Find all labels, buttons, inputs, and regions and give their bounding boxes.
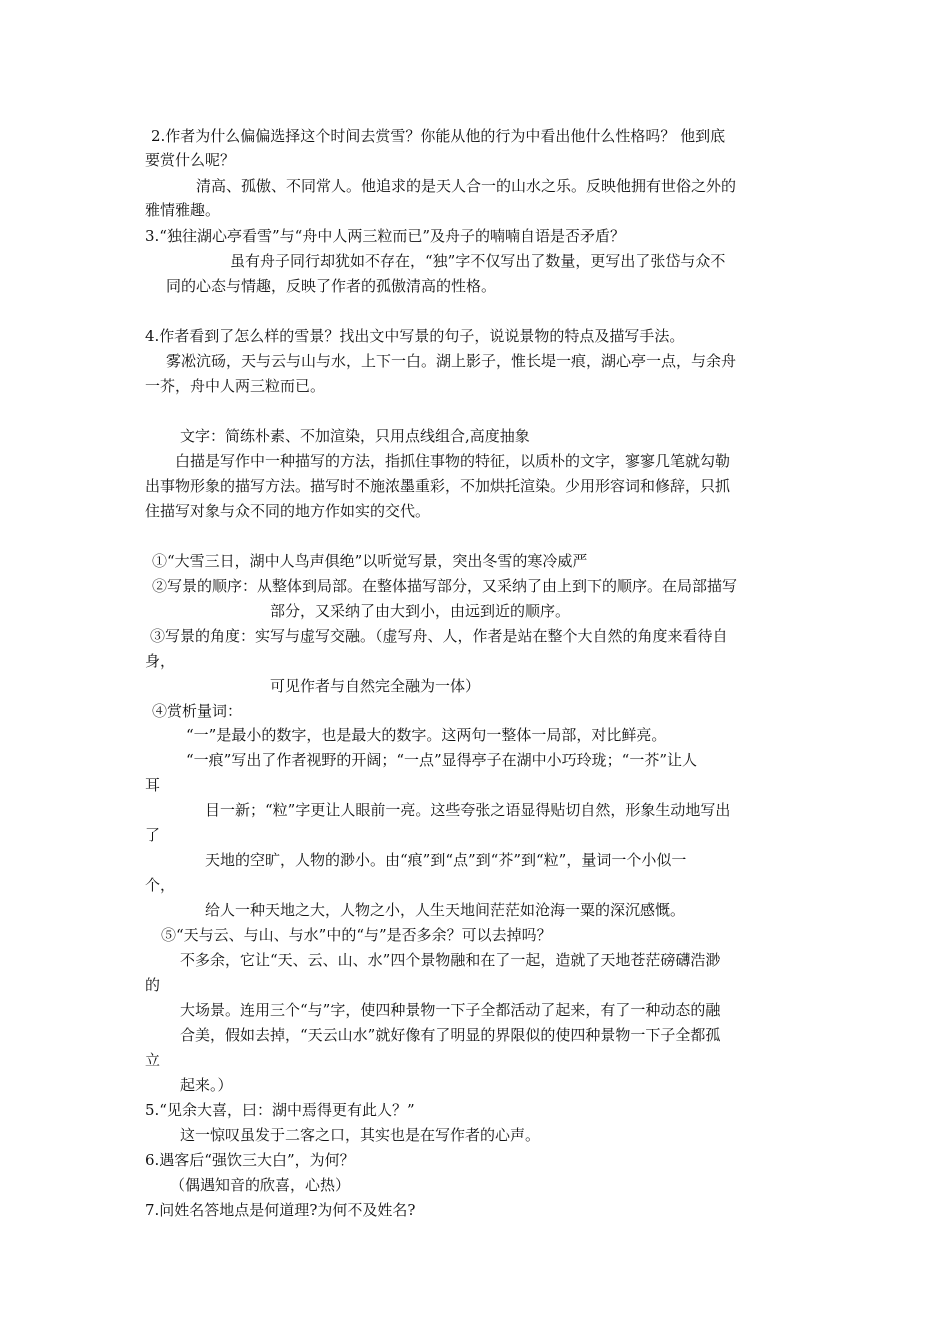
text-line: 目一新；“粒”字更让人眼前一亮。这些夸张之语显得贴切自然，形象生动地写出	[205, 801, 731, 819]
text-line: 白描是写作中一种描写的方法，指抓住事物的特征，以质朴的文字，寥寥几笔就勾勒	[175, 452, 731, 470]
text-line: “一”是最小的数字，也是最大的数字。这两句一整体一局部，对比鲜亮。	[186, 726, 667, 744]
text-line: 的	[145, 976, 161, 994]
text-line: 雅情雅趣。	[145, 201, 221, 219]
text-line: 一芥，舟中人两三粒而已。	[145, 377, 326, 395]
text-line: 耳	[145, 776, 161, 794]
text-line: 5.“见余大喜，曰：湖中焉得更有此人？”	[145, 1101, 415, 1119]
text-line: 这一惊叹虽发于二客之口，其实也是在写作者的心声。	[180, 1126, 541, 1144]
text-line: 大场景。连用三个“与”字，使四种景物一下子全都活动了起来，有了一种动态的融	[180, 1001, 721, 1019]
text-line: 同的心态与情趣，反映了作者的孤傲清高的性格。	[166, 277, 497, 295]
text-line: 6.遇客后“强饮三大白”，为何？	[145, 1151, 355, 1169]
text-line: ②写景的顺序：从整体到局部。在整体描写部分，又采纳了由上到下的顺序。在局部描写	[152, 577, 738, 595]
text-line: 身，	[145, 652, 176, 670]
text-line: 给人一种天地之大，人物之小，人生天地间茫茫如沧海一粟的深沉感慨。	[205, 901, 686, 919]
text-line: 部分，又采纳了由大到小，由远到近的顺序。	[270, 602, 571, 620]
text-line: 7.问姓名答地点是何道理?为何不及姓名?	[145, 1201, 416, 1219]
text-line: 出事物形象的描写方法。描写时不施浓墨重彩，不加烘托渲染。少用形容词和修辞，只抓	[145, 477, 731, 495]
text-line: 雾凇沆砀，天与云与山与水，上下一白。湖上影子，惟长堤一痕，湖心亭一点，与余舟	[166, 352, 737, 370]
text-line: 起来。）	[180, 1076, 233, 1094]
text-line: 不多余，它让“天、云、山、水”四个景物融和在了一起，造就了天地苍茫磅礴浩渺	[180, 951, 721, 969]
text-line: 要赏什么呢？	[145, 151, 236, 169]
text-line: 了	[145, 826, 161, 844]
text-line: 文字：简练朴素、不加渲染，只用点线组合,高度抽象	[180, 427, 530, 445]
text-line: 合美，假如去掉，“天云山水”就好像有了明显的界限似的使四种景物一下子全都孤	[180, 1026, 721, 1044]
text-line: 立	[145, 1051, 161, 1069]
text-line: 住描写对象与众不同的地方作如实的交代。	[145, 502, 431, 520]
text-line: “一痕”写出了作者视野的开阔；“一点”显得亭子在湖中小巧玲珑；“一芥”让人	[186, 751, 698, 769]
text-line: 可见作者与自然完全融为一体）	[270, 677, 481, 695]
text-line: 天地的空旷，人物的渺小。由“痕”到“点”到“芥”到“粒”，量词一个小似一	[205, 851, 687, 869]
text-line: ①“大雪三日，湖中人鸟声俱绝”以听觉写景，突出冬雪的寒冷威严	[152, 552, 588, 570]
text-line: 3.“独往湖心亭看雪”与“舟中人两三粒而已”及舟子的喃喃自语是否矛盾？	[145, 227, 625, 245]
text-line: ④赏析量词：	[152, 702, 243, 720]
text-line: 虽有舟子同行却犹如不存在，“独”字不仅写出了数量，更写出了张岱与众不	[230, 252, 726, 270]
text-line: 个，	[145, 876, 176, 894]
text-line: 4.作者看到了怎么样的雪景？找出文中写景的句子，说说景物的特点及描写手法。	[145, 327, 685, 345]
text-line: ⑤“天与云、与山、与水”中的“与”是否多余？可以去掉吗？	[161, 926, 552, 944]
text-line: （偶遇知音的欣喜，心热）	[170, 1176, 351, 1194]
text-line: ③写景的角度：实写与虚写交融。（虚写舟、人，作者是站在整个大自然的角度来看待自	[150, 627, 728, 645]
text-line: 2.作者为什么偏偏选择这个时间去赏雪？你能从他的行为中看出他什么性格吗？ 他到底	[151, 127, 726, 145]
text-line: 清高、孤傲、不同常人。他追求的是天人合一的山水之乐。反映他拥有世俗之外的	[196, 177, 737, 195]
